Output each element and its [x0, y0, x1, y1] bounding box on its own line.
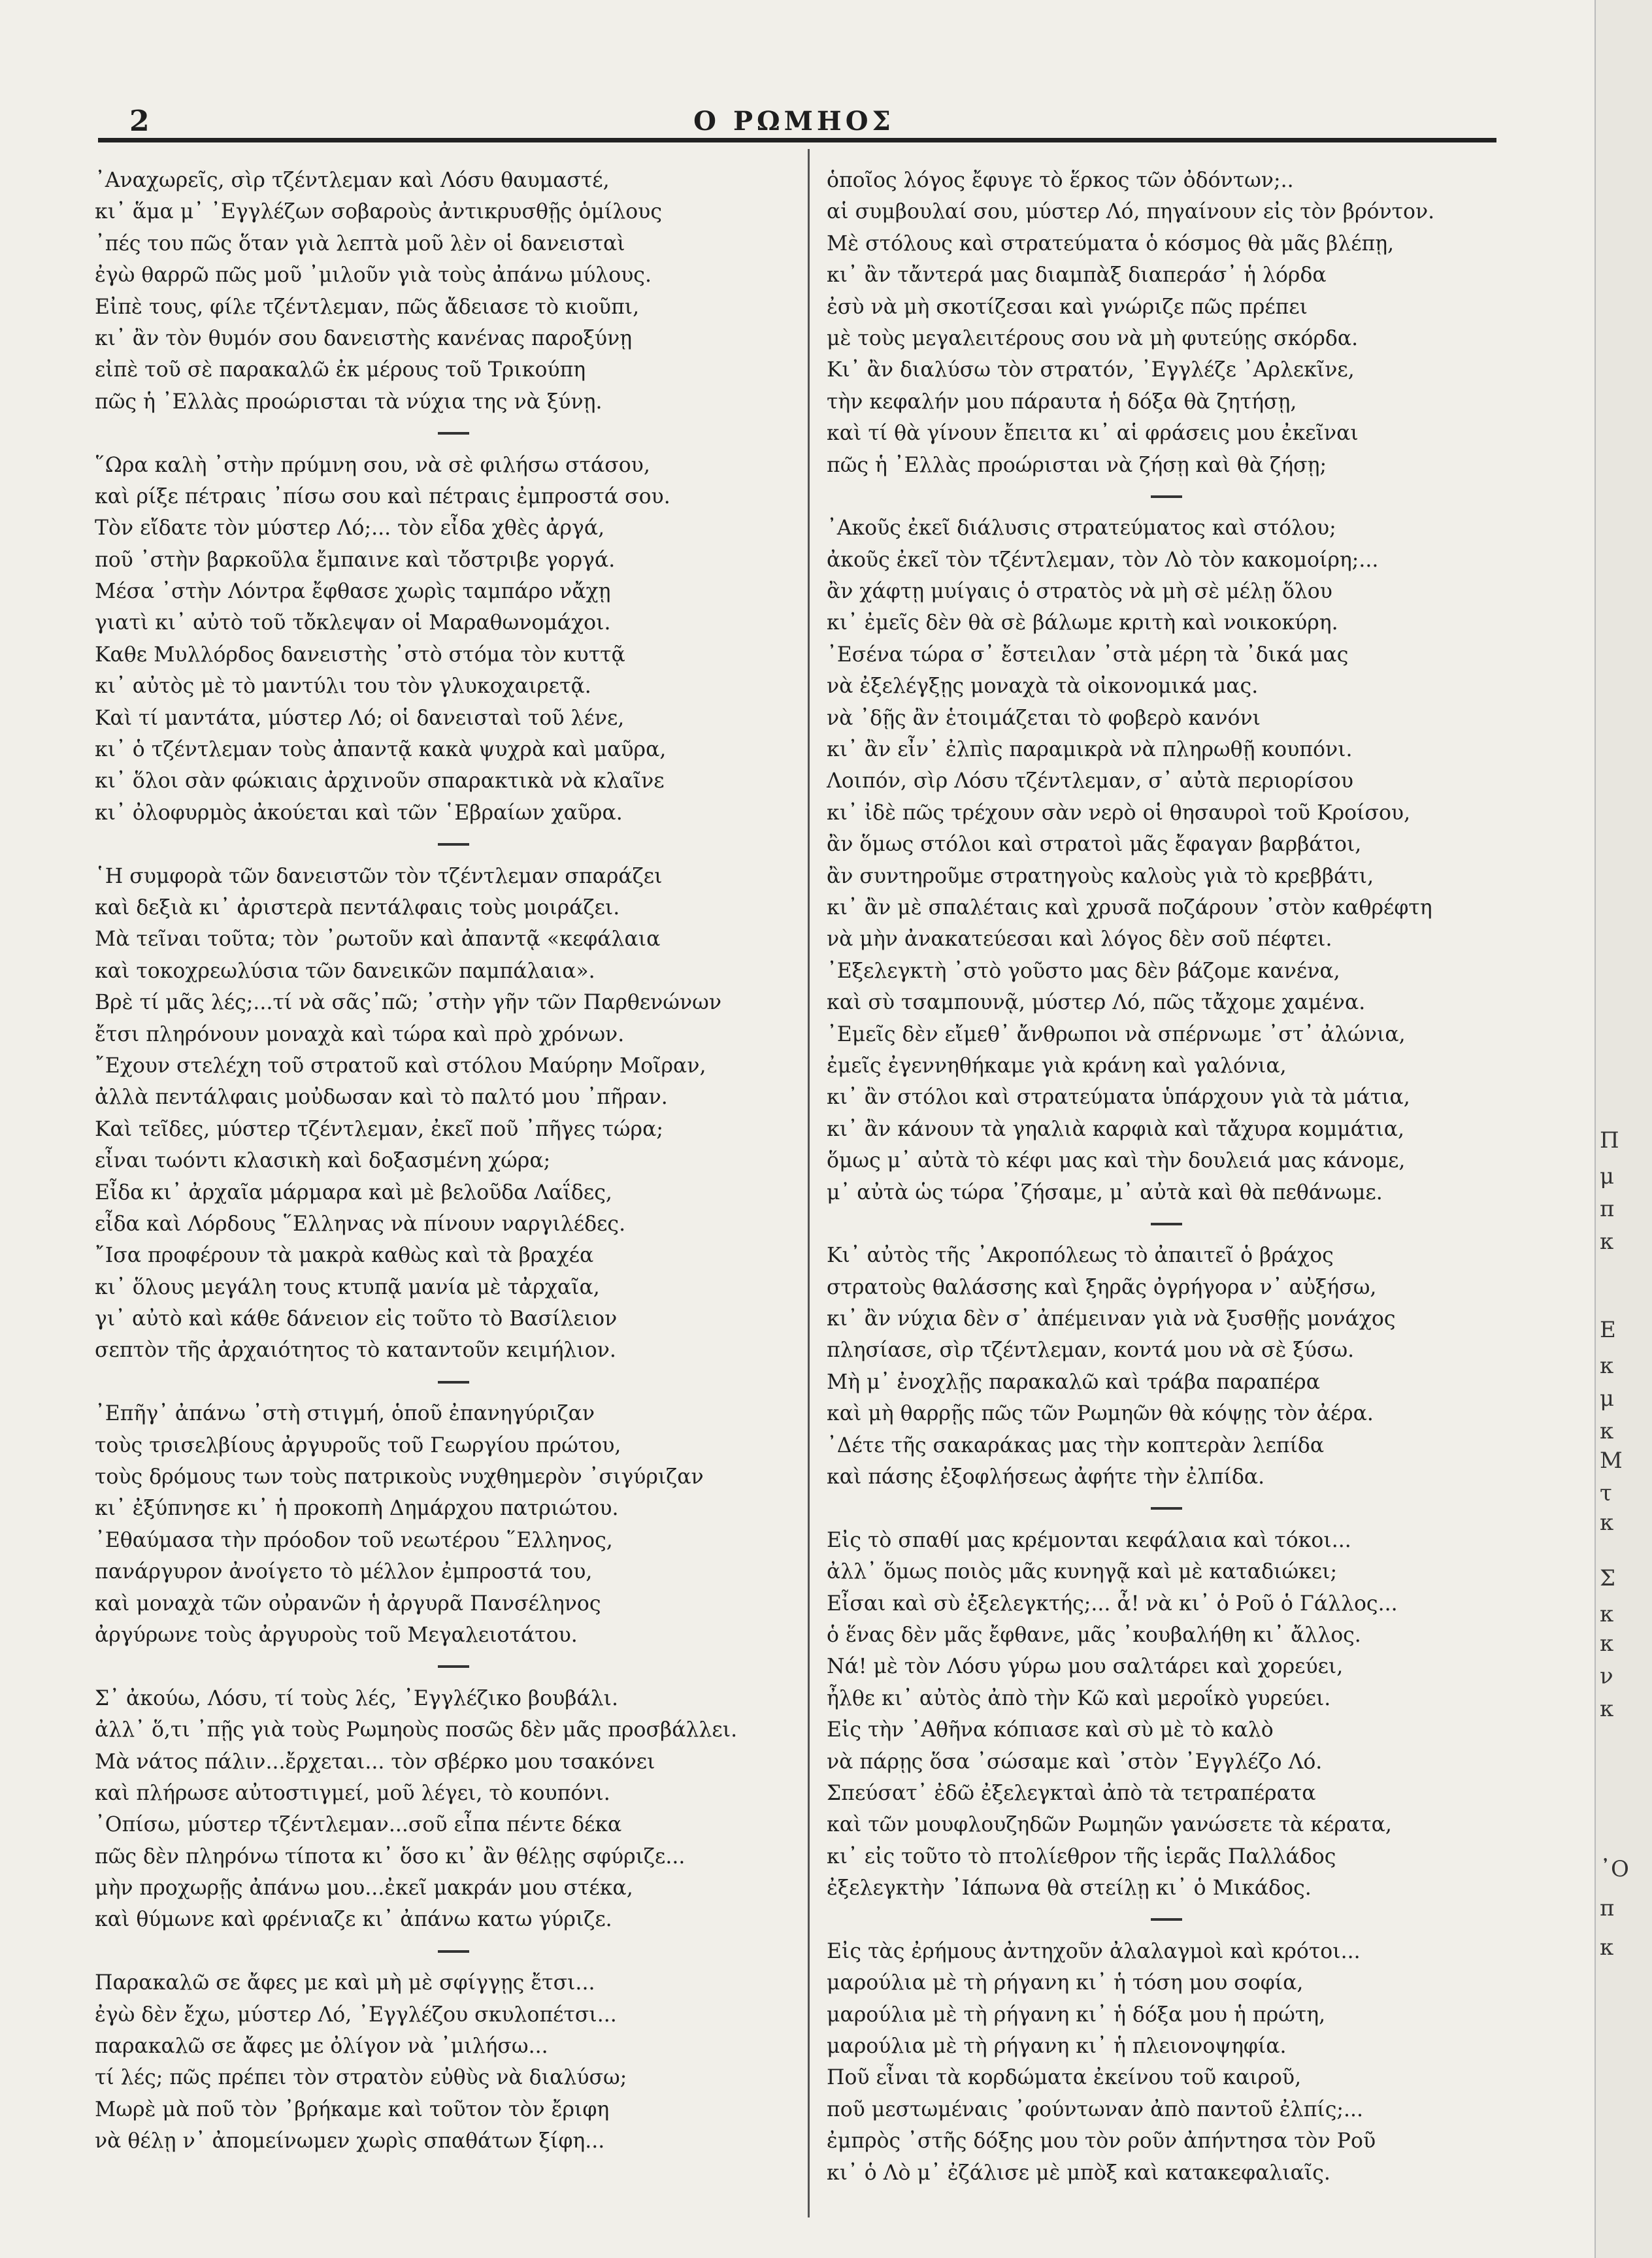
verse-line: καὶ τοκοχρεωλύσια τῶν δανεικῶν παμπάλαια».: [95, 959, 595, 983]
adjacent-page-fragment: τ: [1600, 1480, 1612, 1506]
verse-line: μὲ τοὺς μεγαλειτέρους σου νὰ μὴ φυτεύῃς σκόρδα.: [827, 326, 1359, 350]
adjacent-page-fragment: ν: [1600, 1663, 1613, 1689]
adjacent-page-fragment: κ: [1600, 1510, 1614, 1536]
verse-line: κι᾽ ἂν μὲ σπαλέταις καὶ χρυσᾶ ποζάρουν ᾽στὸν καθρέφτη: [827, 895, 1432, 920]
verse-line: ἀλλ᾽ ὅ,τι ᾽πῇς γιὰ τοὺς Ρωμηοὺς ποσῶς δὲν μᾶς προσβάλλει.: [95, 1718, 738, 1742]
verse-line: Εἰπὲ τους, φίλε τζέντλεμαν, πῶς ἄδειασε τὸ κιοῦπι,: [95, 295, 640, 319]
verse-line: κι᾽ ἐξύπνησε κι᾽ ἡ προκοπὴ Δημάρχου πατριώτου.: [95, 1497, 619, 1521]
adjacent-page-fragment: π: [1600, 1196, 1615, 1222]
verse-line: ἐγὼ θαρρῶ πῶς μοῦ ᾽μιλοῦν γιὰ τοὺς ἀπάνω μύλους.: [95, 263, 652, 288]
verse-line: Καὶ τεῖδες, μύστερ τζέντλεμαν, ἐκεῖ ποῦ ᾽πῆγες τώρα;: [95, 1117, 663, 1141]
stanza-separator: [827, 1493, 1506, 1524]
stanza-separator: [95, 1936, 794, 1967]
verse-line: ᾽Ακοῦς ἐκεῖ διάλυσις στρατεύματος καὶ στόλου;: [827, 516, 1336, 540]
verse-line: γιατὶ κι᾽ αὐτὸ τοῦ τὄκλεψαν οἱ Μαραθωνομάχοι.: [95, 611, 611, 635]
verse-line: ὁ ἕνας δὲν μᾶς ἔφθανε, μᾶς ᾽κουβαλήθη κι᾽ ἄλλος.: [827, 1623, 1361, 1647]
verse-line: ᾽Επῆγ᾽ ἀπάνω ᾽στὴ στιγμή, ὁποῦ ἐπανηγύριζαν: [95, 1402, 595, 1426]
stanza-separator: [95, 1367, 794, 1398]
verse-line: καὶ μὴ θαρρῇς πῶς τῶν Ρωμηῶν θὰ κόψῃς τὸν ἀέρα.: [827, 1402, 1374, 1426]
stanza-separator: [827, 481, 1506, 512]
verse-line: καὶ σὺ τσαμπουνᾷ, μύστερ Λό, πῶς τἄχομε χαμένα.: [827, 991, 1366, 1015]
verse-line: ᾽Αναχωρεῖς, σὶρ τζέντλεμαν καὶ Λόσυ θαυμαστέ,: [95, 169, 610, 192]
separator-dash: [1151, 1223, 1182, 1225]
verse-line: κι᾽ ἂν στόλοι καὶ στρατεύματα ὑπάρχουν γιὰ τὰ μάτια,: [827, 1086, 1410, 1110]
verse-line: καὶ θύμωνε καὶ φρένιαζε κι᾽ ἀπάνω κατω γύριζε.: [95, 1908, 612, 1932]
adjacent-page-fragment: κ: [1600, 1631, 1614, 1657]
verse-line: ἂν χάφτῃ μυίγαις ὁ στρατὸς νὰ μὴ σὲ μέλῃ ὅλου: [827, 580, 1332, 604]
verse-line: Εἰς τὸ σπαθί μας κρέμονται κεφάλαια καὶ τόκοι...: [827, 1528, 1351, 1552]
verse-line: ῾Η συμφορὰ τῶν δανειστῶν τὸν τζέντλεμαν σπαράζει: [95, 864, 663, 888]
verse-line: ᾽πές του πῶς ὅταν γιὰ λεπτὰ μοῦ λὲν οἱ δανεισταὶ: [95, 231, 625, 256]
left-column: [95, 165, 794, 2157]
separator-dash: [1151, 495, 1182, 498]
verse-line: Βρὲ τί μᾶς λές;...τί νὰ σᾶς᾽πῶ; ᾽στὴν γῆν τῶν Παρθενώνων: [95, 991, 721, 1015]
verse-line: μαρούλια μὲ τὴ ρήγανη κι᾽ ἡ πλειονοψηφία.: [827, 2034, 1287, 2059]
adjacent-page-fragment: κ: [1600, 1934, 1614, 1961]
verse-line: Σπεύσατ᾽ ἐδῶ ἐξελεγκταὶ ἀπὸ τὰ τετραπέρατα: [827, 1781, 1316, 1805]
verse-line: μαρούλια μὲ τὴ ρήγανη κι᾽ ἡ δόξα μου ἡ πρώτη,: [827, 2002, 1326, 2027]
verse-line: τὴν κεφαλήν μου πάραυτα ἡ δόξα θὰ ζητήσῃ,: [827, 390, 1297, 414]
page-number: 2: [129, 105, 150, 138]
verse-line: ἂν συντηροῦμε στρατηγοὺς καλοὺς γιὰ τὸ κρεββάτι,: [827, 864, 1374, 888]
stanza-separator: [827, 1904, 1506, 1935]
verse-line: Κι᾽ αὐτὸς τῆς ᾽Ακροπόλεως τὸ ἀπαιτεῖ ὁ βράχος: [827, 1244, 1334, 1268]
verse-line: μ᾽ αὐτὰ ὡς τώρα ᾽ζήσαμε, μ᾽ αὐτὰ καὶ θὰ πεθάνωμε.: [827, 1180, 1383, 1204]
newspaper-title: Ο ΡΩΜΗΟΣ: [693, 106, 895, 137]
verse-line: εἶναι τωόντι κλασικὴ καὶ δοξασμένη χώρα;: [95, 1149, 551, 1173]
verse-line: Μὴ μ᾽ ἐνοχλῇς παρακαλῶ καὶ τράβα παραπέρα: [827, 1370, 1320, 1394]
verse-line: Τὸν εἴδατε τὸν μύστερ Λό;... τὸν εἶδα χθὲς ἀργά,: [95, 516, 605, 540]
verse-line: εἶδα καὶ Λόρδους ῞Ελληνας νὰ πίνουν ναργιλέδες.: [95, 1212, 626, 1236]
verse-line: ᾽Οπίσω, μύστερ τζέντλεμαν...σοῦ εἶπα πέντε δέκα: [95, 1813, 622, 1837]
adjacent-page-fragment: μ: [1600, 1163, 1615, 1189]
verse-line: κι᾽ ἂν τὸν θυμόν σου δανειστὴς κανένας παροξύνῃ: [95, 326, 633, 350]
stanza-separator: [95, 829, 794, 860]
verse-line: ἐσὺ νὰ μὴ σκοτίζεσαι καὶ γνώριζε πῶς πρέπει: [827, 295, 1308, 319]
verse-line: παρακαλῶ σε ἄφες με ὀλίγον νὰ ᾽μιλήσω...: [95, 2034, 548, 2059]
verse-line: νὰ ἐξελέγξῃς μοναχὰ τὰ οἰκονομικά μας.: [827, 674, 1259, 699]
header-rule: [98, 138, 1496, 142]
verse-line: πῶς ἡ ᾽Ελλὰς προώρισται νὰ ζήσῃ καὶ θὰ ζήσῃ;: [827, 453, 1327, 477]
verse-line: πῶς δὲν πληρόνω τίποτα κι᾽ ὅσο κι᾽ ἂν θέλῃς σφύριζε...: [95, 1844, 686, 1868]
verse-line: Μὰ τεῖναι τοῦτα; τὸν ᾽ρωτοῦν καὶ ἀπαντᾷ «κεφάλαια: [95, 927, 661, 952]
verse-line: εἰπὲ τοῦ σὲ παρακαλῶ ἐκ μέρους τοῦ Τρικούπη: [95, 358, 586, 382]
verse-line: Σ᾽ ἀκούω, Λόσυ, τί τοὺς λές, ᾽Εγγλέζικο βουβάλι.: [95, 1686, 619, 1710]
verse-line: Λοιπόν, σὶρ Λόσυ τζέντλεμαν, σ᾽ αὐτὰ περιορίσου: [827, 769, 1354, 793]
separator-dash: [1151, 1918, 1182, 1921]
verse-line: νὰ πάρῃς ὅσα ᾽σώσαμε καὶ ᾽στὸν ᾽Εγγλέζο Λό.: [827, 1750, 1323, 1774]
verse-line: ἔτσι πληρόνουν μοναχὰ καὶ τώρα καὶ πρὸ χρόνων.: [95, 1022, 625, 1046]
adjacent-page-fragment: Σ: [1600, 1565, 1616, 1591]
verse-line: καὶ μοναχὰ τῶν οὐρανῶν ἡ ἀργυρᾶ Πανσέληνος: [95, 1591, 601, 1616]
verse-line: κι᾽ ἅμα μ᾽ ᾽Εγγλέζων σοβαροὺς ἀντικρυσθῇς ὁμίλους: [95, 200, 662, 224]
verse-line: Μὰ νάτος πάλιν...ἔρχεται... τὸν σβέρκο μου τσακόνει: [95, 1750, 655, 1774]
verse-line: καὶ πλήρωσε αὐτοστιγμεί, μοῦ λέγει, τὸ κουπόνι.: [95, 1781, 610, 1805]
verse-line: Μέσα ᾽στὴν Λόντρα ἔφθασε χωρὶς ταμπάρο νἄχῃ: [95, 580, 611, 604]
verse-line: Ποῦ εἶναι τὰ κορδώματα ἐκείνου τοῦ καιροῦ,: [827, 2066, 1302, 2090]
separator-dash: [438, 1381, 469, 1384]
column-divider: [808, 149, 810, 2217]
verse-line: ᾽Εθαύμασα τὴν πρόοδον τοῦ νεωτέρου ῞Ελληνος,: [95, 1528, 613, 1552]
verse-line: καὶ πάσης ἐξοφλήσεως ἀφήτε τὴν ἐλπίδα.: [827, 1465, 1265, 1489]
verse-line: νὰ θέλῃ ν᾽ ἀπομείνωμεν χωρὶς σπαθάτων ξίφη...: [95, 2129, 605, 2153]
separator-dash: [1151, 1507, 1182, 1510]
verse-line: κι᾽ αὐτὸς μὲ τὸ μαντύλι του τὸν γλυκοχαιρετᾷ.: [95, 674, 591, 699]
verse-line: καὶ δεξιὰ κι᾽ ἀριστερὰ πεντάλφαις τοὺς μοιράζει.: [95, 895, 620, 920]
adjacent-page-fragment: Μ: [1600, 1448, 1623, 1474]
adjacent-page-fragment: π: [1600, 1895, 1615, 1921]
verse-line: κι᾽ εἰς τοῦτο τὸ πτολίεθρον τῆς ἱερᾶς Παλλάδος: [827, 1844, 1336, 1868]
verse-line: ῎Εχουν στελέχη τοῦ στρατοῦ καὶ στόλου Μαύρην Μοῖραν,: [95, 1054, 706, 1078]
verse-line: πανάργυρον ἀνοίγετο τὸ μέλλον ἐμπροστά του,: [95, 1560, 593, 1584]
verse-line: Κι᾽ ἂν διαλύσω τὸν στρατόν, ᾽Εγγλέζε ᾽Αρλεκῖνε,: [827, 358, 1355, 382]
verse-line: ᾽Εμεῖς δὲν εἴμεθ᾽ ἄνθρωποι νὰ σπέρνωμε ᾽στ᾽ ἀλώνια,: [827, 1022, 1406, 1046]
verse-line: κι᾽ ὁ Λὸ μ᾽ ἐζάλισε μὲ μπὸξ καὶ κατακεφαλιαῖς.: [827, 2161, 1330, 2185]
verse-line: ποῦ μεστωμέναις ᾽φούντωναν ἀπὸ παντοῦ ἐλπίς;...: [827, 2097, 1364, 2121]
verse-line: καὶ τῶν μουφλουζηδῶν Ρωμηῶν γανώσετε τὰ κέρατα,: [827, 1813, 1392, 1837]
adjacent-page-fragment: κ: [1600, 1696, 1614, 1722]
adjacent-page-fragment: κ: [1600, 1353, 1614, 1379]
verse-line: τοὺς δρόμους των τοὺς πατρικοὺς νυχθημερὸν ᾽σιγύριζαν: [95, 1465, 704, 1489]
verse-line: καὶ τί θὰ γίνουν ἔπειτα κι᾽ αἱ φράσεις μου ἐκεῖναι: [827, 422, 1359, 446]
verse-line: πλησίασε, σὶρ τζέντλεμαν, κοντά μου νὰ σὲ ξύσω.: [827, 1338, 1355, 1363]
verse-line: ἐγὼ δὲν ἔχω, μύστερ Λό, ᾽Εγγλέζου σκυλοπέτσι...: [95, 2002, 617, 2027]
verse-line: κι᾽ ἰδὲ πῶς τρέχουν σὰν νερὸ οἱ θησαυροὶ τοῦ Κροίσου,: [827, 801, 1411, 825]
verse-line: ἀλλὰ πεντάλφαις μοὐδωσαν καὶ τὸ παλτό μου ᾽πῆραν.: [95, 1086, 668, 1110]
verse-line: κι᾽ ὀλοφυρμὸς ἀκούεται καὶ τῶν ῾Εβραίων χαῦρα.: [95, 801, 623, 825]
verse-line: πῶς ἡ ᾽Ελλὰς προώρισται τὰ νύχια της νὰ ξύνῃ.: [95, 390, 603, 414]
verse-line: ᾽Δέτε τῆς σακαράκας μας τὴν κοπτερὰν λεπίδα: [827, 1433, 1325, 1457]
verse-line: γι᾽ αὐτὸ καὶ κάθε δάνειον εἰς τοῦτο τὸ Βασίλειον: [95, 1307, 618, 1331]
verse-line: Μωρὲ μὰ ποῦ τὸν ᾽βρήκαμε καὶ τοῦτον τὸν ἔριφη: [95, 2097, 610, 2121]
verse-line: ᾽Εσένα τώρα σ᾽ ἔστειλαν ᾽στὰ μέρη τὰ ᾽δικά μας: [827, 642, 1349, 667]
adjacent-page-fragment: Ε: [1600, 1317, 1616, 1343]
verse-line: ἦλθε κι᾽ αὐτὸς ἀπὸ τὴν Κῶ καὶ μεροΐκὸ γυρεύει.: [827, 1686, 1331, 1710]
verse-line: Εἶσαι καὶ σὺ ἐξελεγκτής;... ἆ! νὰ κι᾽ ὁ Ροῦ ὁ Γάλλος...: [827, 1591, 1398, 1616]
verse-line: μὴν προχωρῇς ἀπάνω μου...ἐκεῖ μακράν μου στέκα,: [95, 1876, 633, 1901]
stanza-separator: [827, 1208, 1506, 1240]
verse-line: στρατοὺς θαλάσσης καὶ ξηρᾶς ὀγρήγορα ν᾽ αὐξήσω,: [827, 1275, 1377, 1299]
verse-line: κι᾽ ἐμεῖς δὲν θὰ σὲ βάλωμε κριτὴ καὶ νοικοκύρη.: [827, 611, 1338, 635]
separator-dash: [438, 843, 469, 846]
verse-line: κι᾽ ὅλους μεγάλη τους κτυπᾷ μανία μὲ τἀρχαῖα,: [95, 1275, 600, 1299]
verse-line: ἂν ὅμως στόλοι καὶ στρατοὶ μᾶς ἔφαγαν βαρβάτοι,: [827, 833, 1362, 857]
verse-line: Καὶ τί μαντάτα, μύστερ Λό; οἱ δανεισταὶ τοῦ λένε,: [95, 706, 625, 730]
verse-line: Εἶδα κι᾽ ἀρχαῖα μάρμαρα καὶ μὲ βελοῦδα Λαΐδες,: [95, 1180, 612, 1204]
verse-line: ῎Ισα προφέρουν τὰ μακρὰ καθὼς καὶ τὰ βραχέα: [95, 1244, 594, 1268]
verse-line: ἐξελεγκτὴν ᾽Ιάπωνα θὰ στείλῃ κι᾽ ὁ Μικάδος.: [827, 1876, 1312, 1901]
verse-line: κι᾽ ἂν κάνουν τὰ γηαλιὰ καρφιὰ καὶ τἄχυρα κομμάτια,: [827, 1117, 1405, 1141]
verse-line: ῞Ωρα καλὴ ᾽στὴν πρύμνη σου, νὰ σὲ φιλήσω στάσου,: [95, 453, 650, 477]
verse-line: Εἰς τὴν ᾽Αθῆνα κόπιασε καὶ σὺ μὲ τὸ καλὸ: [827, 1718, 1274, 1742]
adjacent-page-fragment: μ: [1600, 1386, 1615, 1412]
verse-line: ᾽Εξελεγκτὴ ᾽στὸ γοῦστο μας δὲν βάζομε κανένα,: [827, 959, 1340, 983]
verse-line: καὶ ρίξε πέτραις ᾽πίσω σου καὶ πέτραις ἐμπροστά σου.: [95, 484, 670, 508]
separator-dash: [438, 1665, 469, 1668]
verse-line: Μὲ στόλους καὶ στρατεύματα ὁ κόσμος θὰ μᾶς βλέπῃ,: [827, 231, 1395, 256]
verse-line: ὅμως μ᾽ αὐτὰ τὸ κέφι μας καὶ τὴν δουλειά μας κάνομε,: [827, 1149, 1406, 1173]
adjacent-page-edge: [1594, 0, 1652, 2258]
verse-line: μαρούλια μὲ τὴ ρήγανη κι᾽ ἡ τόση μου σοφία,: [827, 1971, 1304, 1995]
adjacent-page-fragment: κ: [1600, 1601, 1614, 1627]
verse-line: αἱ συμβουλαί σου, μύστερ Λό, πηγαίνουν εἰς τὸν βρόντον.: [827, 200, 1435, 224]
verse-line: Εἰς τὰς ἐρήμους ἀντηχοῦν ἀλαλαγμοὶ καὶ κρότοι...: [827, 1939, 1361, 1963]
stanza-separator: [95, 1651, 794, 1682]
verse-line: Νά! μὲ τὸν Λόσυ γύρω μου σαλτάρει καὶ χορεύει,: [827, 1655, 1344, 1679]
verse-line: τοὺς τρισελβίους ἀργυροῦς τοῦ Γεωργίου πρώτου,: [95, 1433, 621, 1457]
verse-line: ὁποῖος λόγος ἔφυγε τὸ ἕρκος τῶν ὀδόντων;..: [827, 169, 1294, 192]
verse-line: νὰ μὴν ἀνακατεύεσαι καὶ λόγος δὲν σοῦ πέφτει.: [827, 927, 1332, 952]
verse-line: ποῦ ᾽στὴν βαρκοῦλα ἔμπαινε καὶ τὄστριβε γοργά.: [95, 548, 616, 572]
page-header: [98, 98, 1490, 144]
verse-line: ἐμεῖς ἐγεννηθήκαμε γιὰ κράνη καὶ γαλόνια,: [827, 1054, 1287, 1078]
separator-dash: [438, 1950, 469, 1953]
right-column: [827, 165, 1506, 2189]
verse-line: κι᾽ ἂν τἄντερά μας διαμπὰξ διαπεράσ᾽ ἡ λόρδα: [827, 263, 1327, 288]
adjacent-page-fragment: κ: [1600, 1418, 1614, 1444]
separator-dash: [438, 432, 469, 435]
verse-line: Καθε Μυλλόρδος δανειστὴς ᾽στὸ στόμα τὸν κυττᾷ: [95, 642, 625, 667]
verse-line: ἀλλ᾽ ὅμως ποιὸς μᾶς κυνηγᾷ καὶ μὲ καταδιώκει;: [827, 1560, 1338, 1584]
verse-line: ἀκοῦς ἐκεῖ τὸν τζέντλεμαν, τὸν Λὸ τὸν κακομοίρη;...: [827, 548, 1379, 572]
verse-line: νὰ ᾽δῇς ἂν ἑτοιμάζεται τὸ φοβερὸ κανόνι: [827, 706, 1261, 730]
verse-line: κι᾽ ἂν εἶν᾽ ἐλπὶς παραμικρὰ νὰ πληρωθῇ κουπόνι.: [827, 738, 1353, 762]
stanza-separator: [95, 418, 794, 449]
verse-line: σεπτὸν τῆς ἀρχαιότητος τὸ καταντοῦν κειμήλιον.: [95, 1338, 616, 1363]
verse-line: ἀργύρωνε τοὺς ἀργυροὺς τοῦ Μεγαλειοτάτου.: [95, 1623, 578, 1647]
adjacent-page-fragment: ᾽Ο: [1600, 1856, 1629, 1882]
verse-line: Παρακαλῶ σε ἄφες με καὶ μὴ μὲ σφίγγῃς ἔτσι...: [95, 1971, 595, 1995]
adjacent-page-fragment: Π: [1600, 1127, 1619, 1154]
verse-line: τί λές; πῶς πρέπει τὸν στρατὸν εὐθὺς νὰ διαλύσω;: [95, 2066, 627, 2090]
verse-line: κι᾽ ὅλοι σὰν φώκιαις ἀρχινοῦν σπαρακτικὰ νὰ κλαῖνε: [95, 769, 665, 793]
adjacent-page-fragment: κ: [1600, 1229, 1614, 1255]
verse-line: ἐμπρὸς ᾽στῆς δόξης μου τὸν ροῦν ἀπήντησα τὸν Ροῦ: [827, 2129, 1376, 2153]
verse-line: κι᾽ ὁ τζέντλεμαν τοὺς ἀπαντᾷ κακὰ ψυχρὰ καὶ μαῦρα,: [95, 738, 667, 762]
verse-line: κι᾽ ἂν νύχια δὲν σ᾽ ἀπέμειναν γιὰ νὰ ξυσθῇς μονάχος: [827, 1307, 1396, 1331]
